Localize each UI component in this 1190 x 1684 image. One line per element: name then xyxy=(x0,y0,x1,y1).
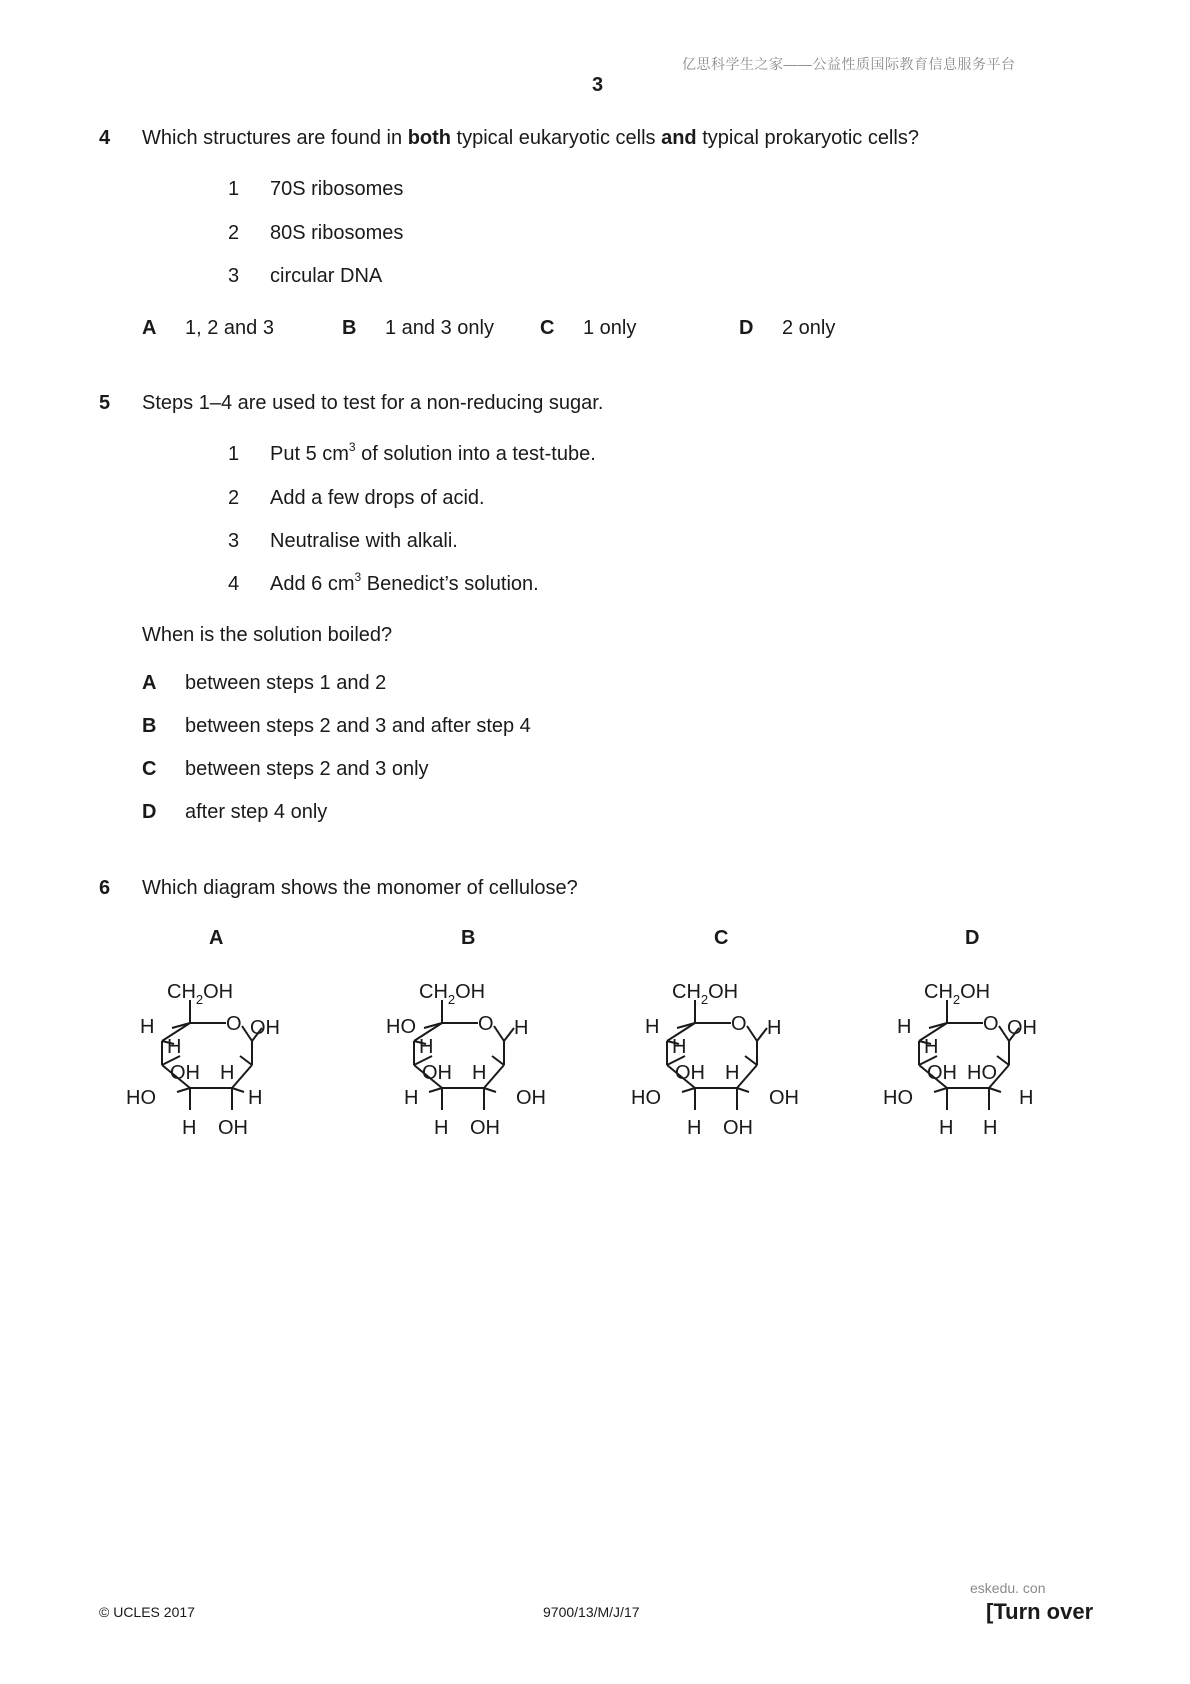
q5-option-text: after step 4 only xyxy=(185,801,328,823)
glucose-structure-diagram-c xyxy=(627,962,827,1152)
ch2oh-label: $CH_2OH$ xyxy=(924,981,991,1007)
question-4-stem: Which structures are found in both typical eukaryotic cells and typical prokaryotic cells? xyxy=(142,127,919,149)
atom-label: H xyxy=(140,1016,155,1038)
q5-step-text: Add 6 $cm^3$ Benedict’s solution. xyxy=(270,570,539,595)
q5-step-number: 3 xyxy=(228,530,240,552)
ring-oxygen-label: O xyxy=(478,1013,494,1035)
atom-label: H xyxy=(220,1062,235,1084)
atom-label: H xyxy=(983,1117,998,1139)
atom-label: HO xyxy=(883,1087,913,1109)
atom-label: H xyxy=(1019,1087,1034,1109)
ring-oxygen-label: O xyxy=(226,1013,242,1035)
q4-option-text: 2 only xyxy=(782,317,836,339)
q4-item-number: 1 xyxy=(228,178,240,200)
q5-option-text: between steps 2 and 3 and after step 4 xyxy=(185,715,531,737)
q4-option-letter: C xyxy=(540,317,555,339)
q5-option-letter: A xyxy=(142,672,157,694)
q4-option-text: 1 only xyxy=(583,317,637,339)
atom-label: OH xyxy=(1007,1017,1037,1039)
atom-label: OH xyxy=(927,1062,957,1084)
atom-label: HO xyxy=(386,1016,416,1038)
ring-oxygen-label: O xyxy=(731,1013,747,1035)
atom-label: HO xyxy=(967,1062,997,1084)
diagram-letter: C xyxy=(714,927,729,949)
atom-label: H xyxy=(167,1036,182,1058)
turn-over: [Turn over xyxy=(986,1599,1094,1624)
atom-label: H xyxy=(248,1087,263,1109)
q5-step-text: Neutralise with alkali. xyxy=(270,530,458,552)
atom-label: H xyxy=(939,1117,954,1139)
atom-label: HO xyxy=(126,1087,156,1109)
atom-label: HO xyxy=(631,1087,661,1109)
atom-label: H xyxy=(924,1036,939,1058)
atom-label: H xyxy=(434,1117,449,1139)
glucose-structure-diagram-b xyxy=(374,962,574,1152)
paper-code: 9700/13/M/J/17 xyxy=(543,1604,640,1620)
atom-label: H xyxy=(404,1087,419,1109)
site-watermark: eskedu. con xyxy=(970,1580,1046,1596)
question-number-4: 4 xyxy=(99,127,111,149)
atom-label: OH xyxy=(422,1062,452,1084)
atom-label: H xyxy=(182,1117,197,1139)
atom-label: H xyxy=(672,1036,687,1058)
header-watermark: 亿思科学生之家——公益性质国际教育信息服务平台 xyxy=(682,56,1016,72)
q5-step-text: Put 5 $cm^3$ of solution into a test-tube. xyxy=(270,440,596,465)
q5-step-number: 1 xyxy=(228,443,240,465)
q4-option-letter: B xyxy=(342,317,357,339)
atom-label: OH xyxy=(170,1062,200,1084)
atom-label: H xyxy=(645,1016,660,1038)
glucose-structure-diagram-d xyxy=(879,962,1079,1152)
atom-label: H xyxy=(687,1117,702,1139)
q4-option-text: 1 and 3 only xyxy=(385,317,494,339)
ch2oh-label: $CH_2OH$ xyxy=(167,981,234,1007)
q5-step-text: Add a few drops of acid. xyxy=(270,487,485,509)
q4-item-text: 70S ribosomes xyxy=(270,178,404,200)
page-number: 3 xyxy=(592,74,604,96)
q4-item-number: 2 xyxy=(228,222,240,244)
q4-option-text: 1, 2 and 3 xyxy=(185,317,274,339)
q4-item-text: circular DNA xyxy=(270,265,383,287)
q4-option-letter: A xyxy=(142,317,157,339)
atom-label: OH xyxy=(516,1087,546,1109)
q5-option-letter: B xyxy=(142,715,157,737)
atom-label: OH xyxy=(250,1017,280,1039)
q4-item-text: 80S ribosomes xyxy=(270,222,404,244)
atom-label: H xyxy=(514,1017,529,1039)
q5-option-letter: D xyxy=(142,801,157,823)
diagram-letter: B xyxy=(461,927,476,949)
question-number-5: 5 xyxy=(99,392,111,414)
atom-label: OH xyxy=(218,1117,248,1139)
ring-oxygen-label: O xyxy=(983,1013,999,1035)
question-5-prompt: When is the solution boiled? xyxy=(142,624,393,646)
question-5-stem: Steps 1–4 are used to test for a non-reducing sugar. xyxy=(142,392,604,414)
atom-label: OH xyxy=(470,1117,500,1139)
q4-option-letter: D xyxy=(739,317,754,339)
copyright: © UCLES 2017 xyxy=(99,1604,195,1620)
question-number-6: 6 xyxy=(99,877,111,899)
atom-label: H xyxy=(725,1062,740,1084)
atom-label: H xyxy=(897,1016,912,1038)
atom-label: OH xyxy=(675,1062,705,1084)
diagram-letter: A xyxy=(209,927,224,949)
atom-label: H xyxy=(767,1017,782,1039)
q5-step-number: 4 xyxy=(228,573,240,595)
diagram-letter: D xyxy=(965,927,980,949)
q5-step-number: 2 xyxy=(228,487,240,509)
q4-item-number: 3 xyxy=(228,265,240,287)
glucose-structure-diagram-a xyxy=(122,962,322,1152)
atom-label: OH xyxy=(723,1117,753,1139)
atom-label: H xyxy=(472,1062,487,1084)
atom-label: H xyxy=(419,1036,434,1058)
q5-option-letter: C xyxy=(142,758,157,780)
ch2oh-label: $CH_2OH$ xyxy=(672,981,739,1007)
q5-option-text: between steps 2 and 3 only xyxy=(185,758,429,780)
question-6-stem: Which diagram shows the monomer of cellulose? xyxy=(142,877,578,899)
atom-label: OH xyxy=(769,1087,799,1109)
q5-option-text: between steps 1 and 2 xyxy=(185,672,387,694)
ch2oh-label: $CH_2OH$ xyxy=(419,981,486,1007)
